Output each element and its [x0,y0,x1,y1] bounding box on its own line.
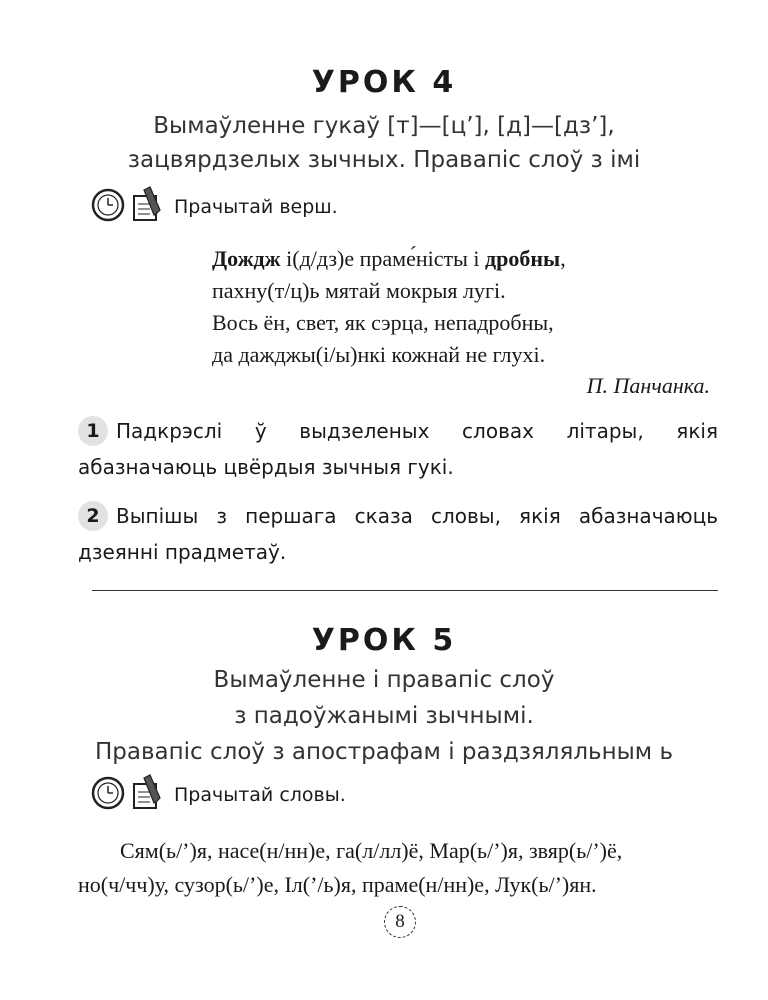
highlighted-word-2: дробны [485,246,561,271]
lesson-5-title: УРОК 5 [311,623,457,658]
poem-line-1-text: і(д/дз)е праме́ністы і [280,246,485,271]
exercise-2 [78,498,718,570]
page-number: 8 [384,906,416,938]
lesson-5-subtitle-line-1: Вымаўленне і правапіс слоў [213,667,555,693]
lesson-4-subtitle-line-1: Вымаўленне гукаў [т]—[ц’], [д]—[дз’], [153,113,615,139]
pencil-notebook-icon [130,774,164,816]
poem-line-4: да дажджы(і/ы)нкі кожнай не глухі. [212,342,546,367]
lesson-4-instruction: Прачытай верш. [174,196,338,218]
poem [212,243,712,371]
lesson-5-subtitle-line-2: з падоўжанымі зычнымі. [234,703,534,729]
exercise-1-text: Падкрэслі ў выдзеленых словах літары, якія абазначаюць цвёрдыя зычныя гукі. [78,419,718,479]
poem-line-1-end: , [560,246,566,271]
lesson-5-subtitle-line-3: Правапіс слоў з апострафам і раздзяляльным ь [94,739,674,765]
exercise-1 [78,413,718,485]
section-divider [92,590,718,591]
word-list [78,834,723,902]
highlighted-word-1: Дождж [212,246,281,271]
lesson-4-task-header [90,186,338,228]
poem-author: П. Панчанка. [586,373,710,398]
lesson-4-subtitle-line-2: зацвярдзелых зычных. Правапіс слоў з імі [127,147,641,173]
poem-line-1 [212,243,712,275]
exercise-1-number: 1 [78,416,108,446]
word-list-line-2: но(ч/чч)у, сузор(ь/’)е, Іл(’/ь)я, праме(н/нн)е, Лук(ь/’)ян. [78,872,597,897]
pencil-notebook-icon [130,186,164,228]
poem-line-3: Вось ён, свет, як сэрца, непадробны, [212,310,554,335]
lesson-5-task-header [90,774,346,816]
clock-icon [90,775,126,815]
exercise-2-number: 2 [78,501,108,531]
lesson-5-instruction: Прачытай словы. [174,784,346,806]
lesson-4-title: УРОК 4 [311,65,457,100]
clock-icon [90,187,126,227]
word-list-line-1: Сям(ь/’)я, насе(н/нн)е, га(л/лл)ё, Мар(ь/’)я, звяр(ь/’)ё, [120,838,623,863]
poem-line-2: пахну(т/ц)ь мятай мокрыя лугі. [212,278,506,303]
exercise-2-text: Выпішы з першага сказа словы, якія абазначаюць дзеянні прадметаў. [78,504,718,564]
